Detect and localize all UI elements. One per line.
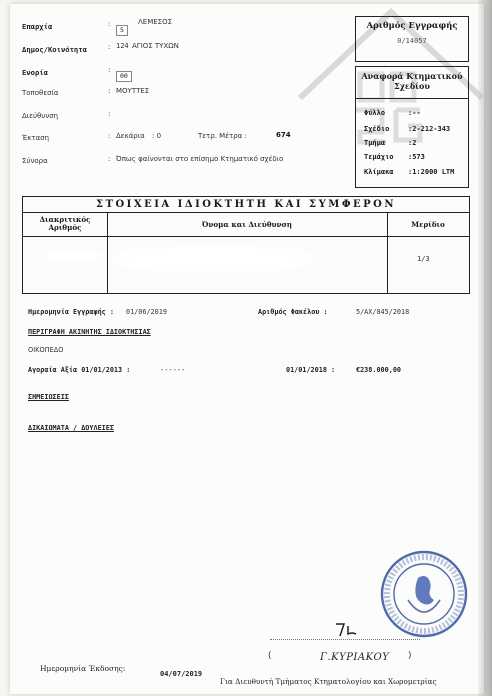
colon-parish: : <box>108 66 111 74</box>
registration-date-value: 01/06/2019 <box>126 308 167 316</box>
registration-number-title: Αριθμός Εγγραφής <box>366 21 458 31</box>
property-description-heading: ΠΕΡΙΓΡΑΦΗ ΑΚΙΝΗΤΗΣ ΙΔΙΟΚΤΗΣΙΑΣ <box>28 328 151 336</box>
value-municipality: ΑΓΙΟΣ ΤΥΧΩΝ <box>132 42 179 50</box>
signature-bracket-right: ) <box>408 651 412 661</box>
code-municipality: 124 <box>116 42 129 50</box>
colon-province: : <box>108 20 111 28</box>
colon-boundaries: : <box>108 155 111 163</box>
label-municipality: Δημος/Κοινότητα <box>22 45 87 54</box>
rights-heading: ΔΙΚΑΙΩΜΑΤΑ / ΔΟΥΛΕΙΕΣ <box>28 424 114 432</box>
value-locality: ΜΟΥΤΤΕΣ <box>116 87 150 95</box>
market-value-2018-label: 01/01/2018 : <box>286 366 336 374</box>
cadastral-reference-title: Αναφορά Κτηματικού Σχεδίου <box>356 67 468 99</box>
header-name-address: Όνομα και Διεύθυνση <box>201 220 293 229</box>
colon-locality: : <box>108 87 111 95</box>
redacted-owner-name <box>113 245 313 273</box>
cadastral-row-scale: Κλίμακα :1:2000 LTM <box>364 168 455 176</box>
market-value-2013-value: ------ <box>160 366 186 374</box>
signature-line <box>270 639 420 640</box>
colon-address: : <box>108 110 111 118</box>
registration-number-value: 0/14057 <box>397 37 427 45</box>
extent-sqm-value: 674 <box>276 131 291 139</box>
registration-date-label: Ημερομηνία Εγγραφής : <box>28 308 114 316</box>
value-province: ΛΕΜΕΣΟΣ <box>138 18 173 26</box>
market-value-2018-value: €238.000,00 <box>356 366 402 374</box>
file-number-value: 5/ΑΧ/845/2018 <box>356 308 410 316</box>
code-province: 5 <box>116 17 128 36</box>
owner-table-title: ΣΤΟΙΧΕΙΑ ΙΔΙΟΚΤΗΤΗ ΚΑΙ ΣΥΜΦΕΡΟΝ <box>23 197 469 213</box>
colon-municipality: : <box>108 43 111 51</box>
header-share: Μερίδιο <box>411 220 445 229</box>
issue-date-label: Ημερομηνία Έκδοσης: <box>40 664 126 673</box>
owner-details-table <box>22 196 470 294</box>
registration-number-box <box>355 16 469 62</box>
signatory-title: Για Διευθυντή Τμήματος Κτηματολογίου και Χωρομετρίας <box>220 677 437 686</box>
label-parish: Ενορία <box>22 68 48 77</box>
cadastral-row-plot: Τεμάχιο :573 <box>364 153 425 161</box>
label-province: Επαρχία <box>22 22 53 31</box>
value-boundaries: Όπως φαίνονται στο επίσημο Κτηματικό σχέδιο <box>116 155 284 163</box>
extent-sqm-label: Τετρ. Μέτρα : <box>198 132 247 140</box>
extent-dekaria-value: : 0 <box>152 132 162 140</box>
owner-share-value: 1/3 <box>417 255 430 263</box>
official-seal-stamp <box>378 548 470 640</box>
signature-bracket-left: ( <box>268 651 272 661</box>
market-value-2013-label: Αγοραία Αξία 01/01/2013 : <box>28 366 131 374</box>
signature-mark <box>330 618 380 640</box>
file-number-label: Αριθμός Φακέλου : <box>258 308 328 316</box>
notes-heading: ΣΗΜΕΙΩΣΕΙΣ <box>28 393 69 401</box>
cadastral-row-sheet: Φύλλο :-- <box>364 109 421 117</box>
code-parish: 00 <box>116 63 132 82</box>
colon-extent: : <box>108 132 111 140</box>
signature-name: Γ.ΚΥΡΙΑΚΟΥ <box>320 652 390 663</box>
label-boundaries: Σύνορα <box>22 157 48 165</box>
label-extent: Έκταση <box>22 134 50 142</box>
extent-dekaria-label: Δεκάρια <box>116 132 145 140</box>
redacted-owner-id <box>43 250 103 262</box>
label-address: Διεύθυνση <box>22 112 59 120</box>
cadastral-row-section: Τμήμα :2 <box>364 139 417 147</box>
property-description-value: ΟΙΚΟΠΕΔΟ <box>28 346 64 354</box>
header-distinctive-number: Διακριτικός Αριθμός <box>39 215 91 232</box>
cadastral-row-plan: Σχέδιο :2-212-343 <box>364 125 451 133</box>
cadastral-reference-box <box>355 66 469 188</box>
issue-date-value: 04/07/2019 <box>160 670 203 678</box>
label-locality: Τοποθεσία <box>22 89 59 97</box>
